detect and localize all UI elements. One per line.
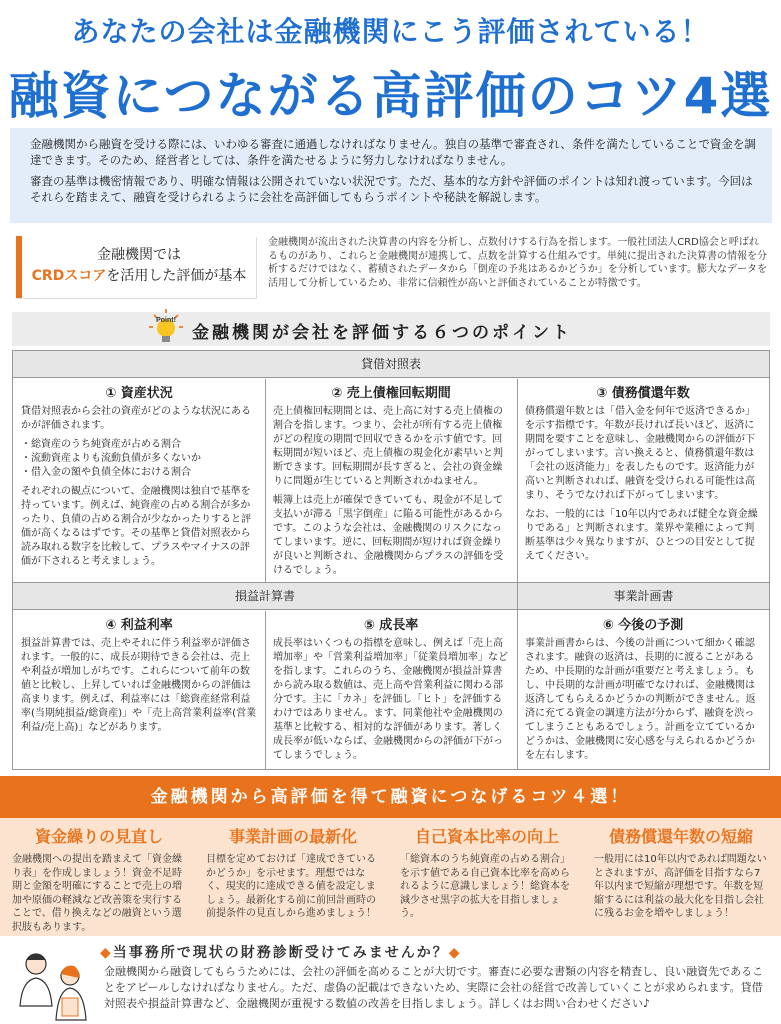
- list-item: ・流動資産よりも流動負債が多くないか: [21, 453, 201, 464]
- cta-title: [100, 942, 462, 962]
- tip-title-2: 事業計画の最新化: [228, 827, 357, 846]
- crd-callout: [16, 236, 256, 298]
- point-cell-4: [13, 611, 265, 769]
- point-cell-6: [517, 611, 769, 769]
- tip-text-3: 「総資本のうち純資産の占める割合」を示す値である自己資本比率を高められるように意識しましょう！総資本を減少させ黒字の拡大を目指しましょう。: [400, 854, 570, 919]
- point-text-3a: 債務償還年数とは「借入金を何年で返済できるか」を示す指標です。年数が長ければ長いほど、返済に期間を要すことを意味し、金融機関からの評価が下がってしまいます。言い換えると、債務償還年数は「会社の返済能力」を表したものです。返済能力が高いと判断されれば、融資を受けられる可能性は高まり、そうでなければ下がってしまいます。: [525, 406, 755, 501]
- point-bullet-list: [21, 438, 257, 480]
- point-title-3: ③ 債務償還年数: [596, 386, 690, 401]
- point-title-5: ⑤ 成長率: [363, 618, 419, 633]
- diamond-icon: ◆: [100, 945, 113, 961]
- point-title-6: ⑥ 今後の予測: [602, 618, 684, 633]
- tip-title-4: 債務償還年数の短縮: [608, 827, 753, 846]
- tip-text-2: 目標を定めておけば「達成できているかどうか」を示せます。理想ではなく、現実的に達成できる値を設定しましょう。最新化する前に前回計画時の前提条件の見直しから進めましょう！: [206, 854, 376, 919]
- lightbulb-point-icon: [146, 307, 186, 347]
- point-label: Point!: [156, 317, 176, 324]
- intro-box: [10, 128, 772, 223]
- crd-highlight: CRDスコア: [31, 268, 107, 284]
- tip-card-3: [392, 818, 582, 927]
- tip-title-3: 自己資本比率の向上: [414, 827, 559, 846]
- page-subtitle: あなたの会社は金融機関にこう評価されている！: [71, 15, 710, 48]
- point-text-2a: 売上債権回転期間とは、売上高に対する売上債権の割合を指します。つまり、会社が所有する売上債権がどの程度の期間で回収できるかを示す値です。回転期間が短いほど、売上債権の現金化が素早いと判断できます。回転期間が長すぎると、会社の資金繰りに問題が生じていると判断されかねません。: [273, 406, 503, 487]
- point-cell-2: [265, 379, 517, 582]
- tip-card-4: [586, 818, 776, 927]
- point-cell-5: [265, 611, 517, 769]
- point-text-3b: なお、一般的には「10年以内であれば健全な資金繰りである」と判断されます。業界や業種によって判断基準は少々異なりますが、ひとつの目安として捉えてください。: [525, 509, 758, 562]
- point-text-1a: 貸借対照表から会社の資産がどのような状況にあるかが評価されます。: [21, 406, 251, 431]
- point-title-1: ① 資産状況: [105, 386, 173, 401]
- grid-divider: [517, 379, 518, 769]
- tip-text-1: 金融機関への提出を踏まえて「資金繰り表」を作成しましょう！資金不足時期と金額を明確にすることで売上の増加や原価の軽減など改善策を実行することで、借り換えなどの融資という選択肢もあります。: [12, 854, 182, 933]
- crd-description: 金融機関が流出された決算書の内容を分析し、点数付けする行為を指します。一般社団法人CRD協会と呼ばれるものがあり、これらと金融機関が連携して、点数を計算する仕組みです。単純に提出された決算書の情報を分析するだけではなく、蓄積されたデータから「倒産の予兆はあるかどうか」を分析しています。膨大なデータを活用して分析しているため、非常に信頼性が高いと評価されていることが特徴です。: [268, 237, 767, 289]
- intro-paragraph-1: 金融機関から融資を受ける際には、いわゆる審査に通過しなければなりません。独自の基準で審査され、条件を満たしていることで資金を調達できます。そのため、経営者としては、条件を満たせるように努力しなければなりません。: [30, 137, 756, 167]
- evaluation-points-grid: [12, 350, 770, 770]
- tip-title-1: 資金繰りの見直し: [34, 827, 163, 846]
- tip-text-4: 一般用には10年以内であれば問題ないとされますが、高評価を目指すなら7年以内まで短縮が理想です。年数を短縮するには利益の最大化を目指し会社に残るお金を増やしましょう！: [594, 854, 767, 919]
- cta-text: 金融機関から融資してもらうためには、会社の評価を高めることが大切です。審査に必要な書類の内容を精査し、良い融資先であることをアピールしなければなりません。ただ、虚偽の記載はできないため、実際に会社の経営で改善していくことが求められます。貸借対照表や損益計算書など、金融機関が重視する数値の改善を目指しましょう。詳しくはお問い合わせください♪: [104, 965, 764, 1010]
- tips-row: [0, 818, 781, 936]
- band-balance-sheet: 貸借対照表: [13, 351, 769, 378]
- point-title-2: ② 売上債権回転期間: [331, 386, 451, 401]
- tips-banner: 金融機関から高評価を得て融資につなげるコツ４選！: [0, 776, 781, 818]
- section-title: 金融機関が会社を評価する６つのポイント: [192, 323, 572, 343]
- grid-divider: [265, 611, 266, 769]
- crd-line-2-rest: を活用した評価が基本: [106, 268, 247, 284]
- point-text-6: 事業計画書からは、今後の計画について細かく確認されます。融資の返済は、長期的に渡ることがあるため、中長期的な計画が重要だと考えましょう。もし、中長期的な計画が明確でなければ、金融機関は返済してもらえるかどうかの判断ができません。返済に充てる資金の調達方法が分からず、融資を渋ってしまうこともあるでしょう。計画を立てているかどうかは、金融機関に安心感を与えられるかどうかを左右します。: [525, 638, 756, 761]
- cta-title-text: 当事務所で現状の財務診断受けてみませんか？: [112, 945, 449, 961]
- consultants-illustration: [8, 946, 100, 1022]
- crd-line-1: 金融機関では: [97, 247, 181, 263]
- point-text-2b: 帳簿上は売上が確保できていても、現金が不足して支払いが滞る「黒字倒産」に陥る可能性があるからです。このような会社は、金融機関のリスクになってしまいます。逆に、回転期間が短ければ資金繰りが良いと判断され、金融機関からプラスの評価を受けるでしょう。: [273, 495, 504, 576]
- diamond-icon: ◆: [448, 945, 462, 961]
- point-cell-1: [13, 379, 265, 582]
- point-title-4: ④ 利益利率: [105, 618, 173, 633]
- intro-paragraph-2: 審査の基準は機密情報であり、明確な情報は公開されていない状況です。ただ、基本的な方針や評価のポイントは知れ渡っています。今回はそれらを踏まえて、融資を受けられるように会社を高評価してもらうポイントや秘訣を解説します。: [30, 174, 753, 204]
- list-item: ・借入金の額や負債全体における割合: [21, 467, 191, 478]
- tip-card-2: [198, 818, 388, 927]
- page-title: 融資につながる高評価のコツ4選: [8, 67, 773, 125]
- point-text-1b: それぞれの観点について、金融機関は独自で基準を持っています。例えば、純資産の占める割合が多かったり、負債の占める割合が少なかったりすると評価が高くなるはずです。その基準と貸借対照表から読み取れる数字を比較して、プラスやマイナスの評価が下されると考えましょう。: [21, 486, 251, 567]
- point-cell-3: [517, 379, 769, 582]
- band-income-statement: 損益計算書: [13, 583, 517, 610]
- grid-divider: [265, 379, 266, 582]
- list-item: ・総資産のうち純資産が占める割合: [21, 439, 181, 450]
- point-text-4: 損益計算書では、売上やそれに伴う利益率が評価されます。一般的に、成長が期待できる会社は、売上や利益が増加しがちです。これらについて前年の数値と比較し、上昇していれば金融機関からの評価は高まります。例えば、利益率には「総資産経常利益率(当期純損益/総資産)」や「売上高営業利益率(営業利益/売上高)」などがあります。: [21, 638, 257, 733]
- tip-card-1: [4, 818, 194, 940]
- band-business-plan: 事業計画書: [518, 583, 769, 610]
- point-text-5: 成長率はいくつもの指標を意味し、例えば「売上高増加率」や「営業利益増加率」「従業員増加率」などを指します。これらのうち、金融機関が損益計算書から読み取る数値は、売上高や営業利益に関わる部分です。主に「カネ」を評価し「ヒト」を評価するわけではありません。ます、同業他社や金融機関の基準と比較する、相対的な評価があります。著しく成長率が低いならば、金融機関からの評価が下がってしまうでしょう。: [273, 638, 508, 761]
- crd-line-2: [22, 266, 256, 287]
